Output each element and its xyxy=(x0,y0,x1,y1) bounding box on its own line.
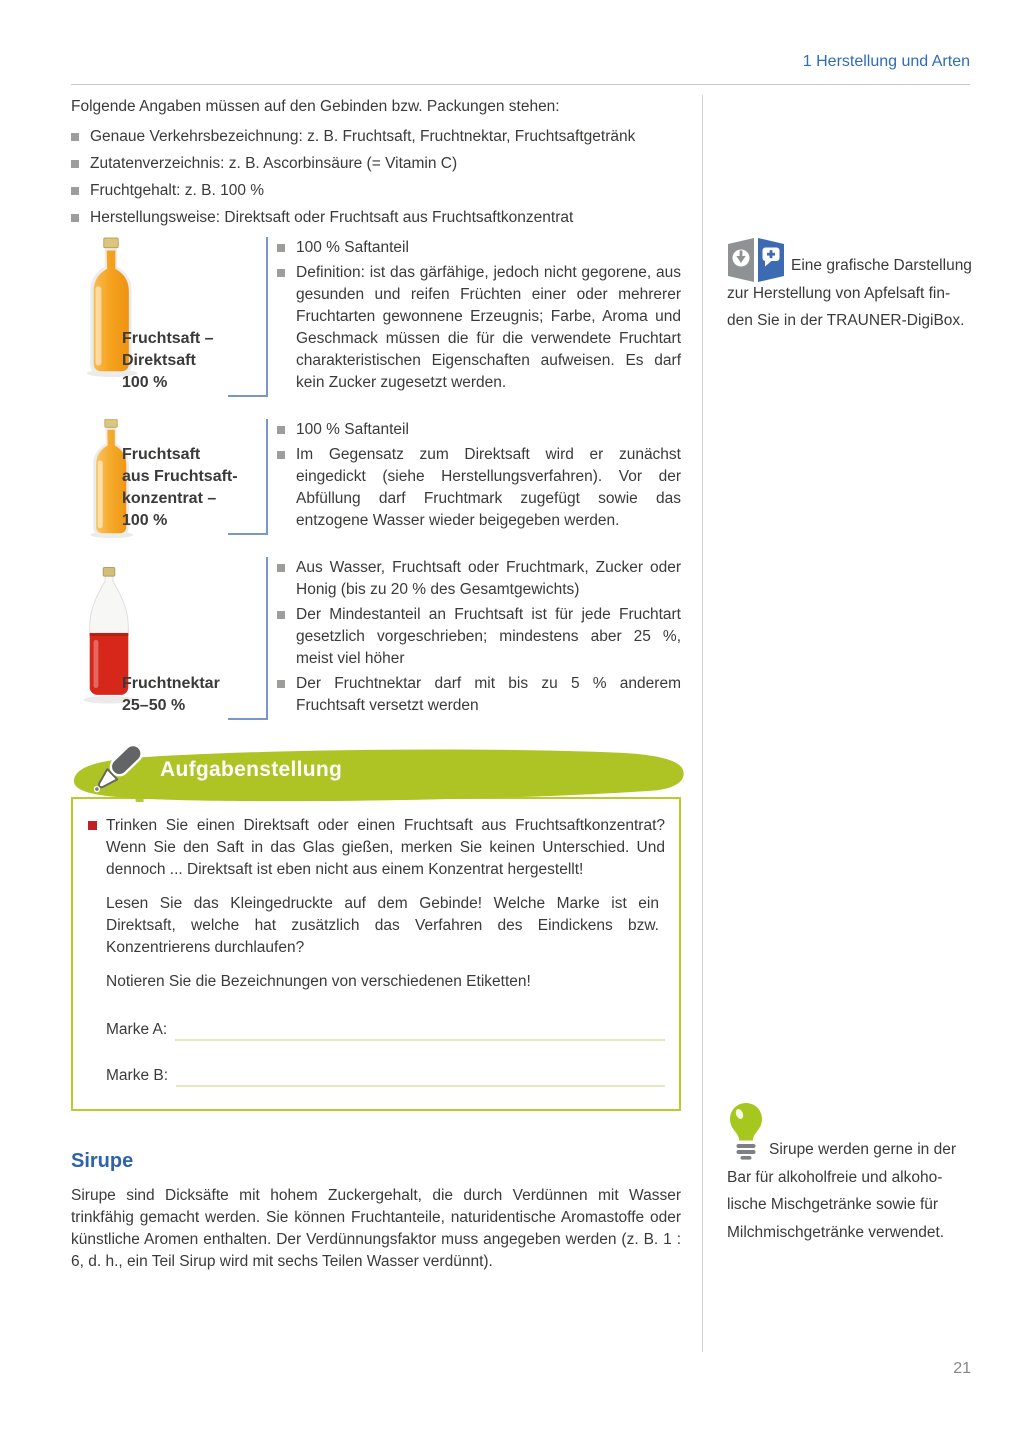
task-paragraph: Notieren Sie die Bezeichnungen von verschiedenen Etiketten! xyxy=(106,973,531,990)
square-bullet-icon xyxy=(277,426,285,434)
definition-row-fruchtnektar xyxy=(71,557,681,720)
note-line: Milchmischgetränke verwendet. xyxy=(727,1223,945,1241)
section-heading-sirupe: Sirupe xyxy=(71,1150,134,1172)
definition-label: Fruchtnektar 25–50 % xyxy=(122,675,220,714)
intro-lead: Folgende Angaben müssen auf den Gebinden bzw. Packungen stehen: xyxy=(71,98,560,115)
column-divider xyxy=(702,95,703,1352)
definition-bullet-list xyxy=(277,557,681,720)
field-marke-b xyxy=(106,1065,665,1087)
margin-note-sirupe-tip xyxy=(727,1136,979,1246)
digibox-icon xyxy=(727,236,785,284)
banner-title: Aufgabenstellung xyxy=(160,758,343,781)
square-bullet-icon xyxy=(277,611,285,619)
definition-figure xyxy=(71,419,266,535)
field-marke-a xyxy=(106,1019,665,1041)
task-bullet-row xyxy=(88,815,665,881)
square-bullet-icon xyxy=(71,133,79,141)
field-label: Marke A: xyxy=(106,1021,168,1038)
header-rule xyxy=(71,84,970,85)
intro-list xyxy=(71,126,681,229)
chapter-heading: 1 Herstellung und Arten xyxy=(802,53,970,70)
square-bullet-icon xyxy=(71,160,79,168)
definition-bullet-list xyxy=(277,419,681,535)
field-label: Marke B: xyxy=(106,1067,169,1084)
definition-figure xyxy=(71,557,266,720)
list-item: Herstellungsweise: Direktsaft oder Fruchtsaft aus Fruchtsaftkonzentrat xyxy=(71,207,681,229)
square-bullet-icon xyxy=(71,214,79,222)
red-square-bullet-icon xyxy=(88,821,97,830)
marke-a-write-line[interactable] xyxy=(175,1021,665,1041)
list-item: Zutatenverzeichnis: z. B. Ascorbinsäure (= Vitamin C) xyxy=(71,153,681,175)
note-line: Eine grafische Darstellung xyxy=(791,257,972,274)
square-bullet-icon xyxy=(277,680,285,688)
definition-row-direktsaft xyxy=(71,237,681,397)
square-bullet-icon xyxy=(277,244,285,252)
marker-pen-icon xyxy=(80,734,152,806)
page-number: 21 xyxy=(953,1360,971,1377)
definition-label: Fruchtsaft aus Fruchtsaft- konzentrat – 100 % xyxy=(122,446,238,529)
task-paragraph: Trinken Sie einen Direktsaft oder einen Fruchtsaft aus Fruchtsaftkonzentrat? Wenn Sie den Saft in das Glas gießen, merken Sie keinen Unterschied. Und dennoch ... Direktsaft ist eben nicht aus einem Konzentrat hergestellt! xyxy=(106,817,665,878)
connector-bracket-line xyxy=(266,557,268,720)
list-item: 100 % Saftanteil xyxy=(277,419,681,441)
definition-label: Fruchtsaft – Direktsaft 100 % xyxy=(122,330,214,391)
note-line: Bar für alkoholfreie und alkoho- xyxy=(727,1168,943,1186)
lightbulb-icon xyxy=(729,1102,763,1164)
note-line: den Sie in der TRAUNER-DigiBox. xyxy=(727,312,965,329)
list-item: Fruchtgehalt: z. B. 100 % xyxy=(71,180,681,202)
connector-bracket-line xyxy=(266,237,268,397)
square-bullet-icon xyxy=(277,269,285,277)
definition-bullet-list xyxy=(277,237,681,397)
list-item: Aus Wasser, Fruchtsaft oder Fruchtmark, Zucker oder Honig (bis zu 20 % des Gesamtgewichts) xyxy=(277,557,681,601)
square-bullet-icon xyxy=(277,564,285,572)
task-box xyxy=(71,797,681,1111)
list-item: Im Gegensatz zum Direktsaft wird er zunächst eingedickt (siehe Herstellungsverfahren). Vor der Abfüllung darf Fruchtmark zugefügt sowie das entzogene Wasser wieder beigegeben werden. xyxy=(277,444,681,532)
list-item: Der Mindestanteil an Fruchtsaft ist für jede Fruchtart gesetzlich vorgeschrieben; mindestens aber 25 %, meist viel höher xyxy=(277,604,681,670)
note-line: zur Herstellung von Apfelsaft fin- xyxy=(727,284,951,302)
square-bullet-icon xyxy=(71,187,79,195)
note-line: Sirupe werden gerne in der xyxy=(769,1141,956,1158)
square-bullet-icon xyxy=(277,451,285,459)
note-line: lische Mischgetränke sowie für xyxy=(727,1196,939,1213)
task-paragraph: Lesen Sie das Kleingedruckte auf dem Gebinde! Welche Marke ist ein Direktsaft, welche hat zusätzlich das Verfahren des Eindickens bzw. Konzentrierens durchlaufen? xyxy=(106,895,659,956)
aufgabenstellung-banner xyxy=(68,746,690,802)
main-column xyxy=(71,96,681,1273)
list-item: Definition: ist das gärfähige, jedoch nicht gegorene, aus gesunden und reifen Früchten einer oder mehrerer Fruchtarten gewonnene Erzeugnis; Farbe, Aroma und Geschmack müssen die für die verwendete Fruchtart charakteristischen Eigenschaften aufweisen. Es darf kein Zucker zugesetzt werden. xyxy=(277,262,681,394)
connector-bracket-line xyxy=(266,419,268,535)
definition-figure xyxy=(71,237,266,397)
marke-b-write-line[interactable] xyxy=(176,1067,665,1087)
margin-note-digibox xyxy=(727,252,979,335)
list-item: Der Fruchtnektar darf mit bis zu 5 % anderem Fruchtsaft versetzt werden xyxy=(277,673,681,717)
definition-row-konzentrat xyxy=(71,419,681,535)
sirupe-paragraph: Sirupe sind Dicksäfte mit hohem Zuckergehalt, die durch Verdünnen mit Wasser trinkfähig gemacht werden. Sie können Fruchtanteile, naturidentische Aromastoffe oder künstliche Aromen enthalten. Der Verdünnungsfaktor muss angegeben werden (z. B. 1 : 6, d. h., ein Teil Sirup wird mit sechs Teilen Wasser verdünnt). xyxy=(71,1187,681,1270)
list-item: Genaue Verkehrsbezeichnung: z. B. Fruchtsaft, Fruchtnektar, Fruchtsaftgetränk xyxy=(71,126,681,148)
list-item: 100 % Saftanteil xyxy=(277,237,681,259)
